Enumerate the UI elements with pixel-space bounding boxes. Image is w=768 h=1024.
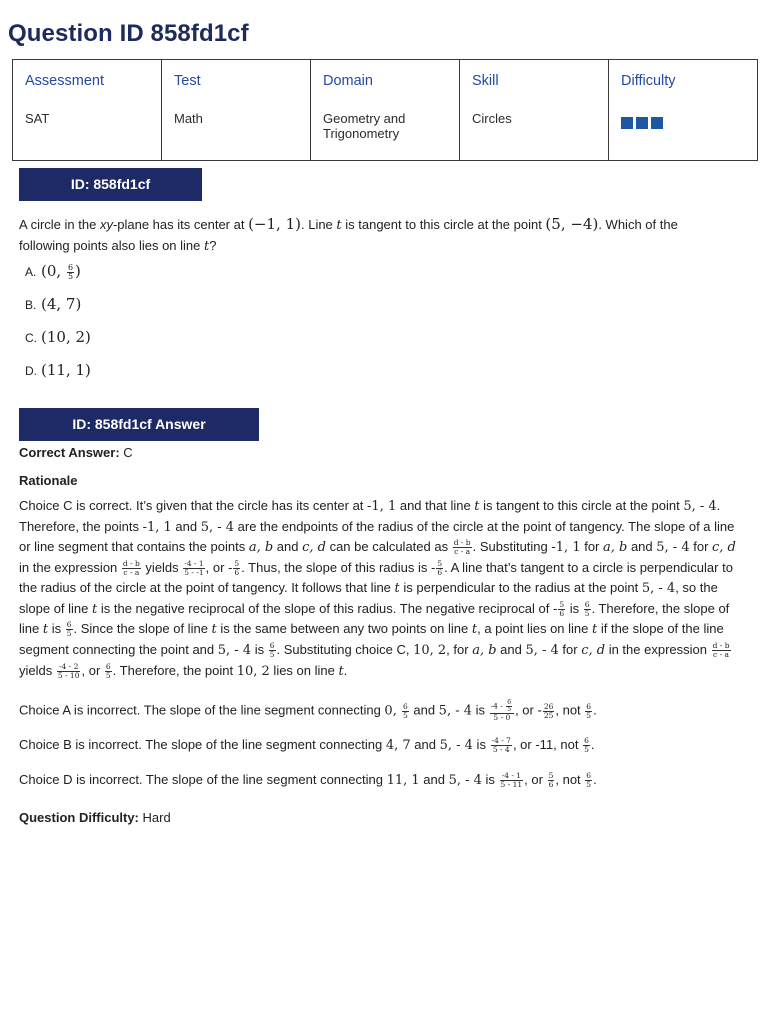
rationale-heading: Rationale	[19, 473, 78, 488]
fraction-denominator: 5 - -1	[184, 568, 204, 578]
math-point: 5, - 4	[438, 703, 473, 719]
fraction-denominator: 5	[584, 608, 590, 618]
fraction-denominator: 5	[105, 670, 111, 680]
rationale-text	[19, 496, 747, 681]
difficulty-value: Hard	[142, 810, 171, 825]
question-text-part: . Line	[300, 217, 337, 232]
question-meta-table	[12, 59, 758, 161]
explanation-part: .	[593, 772, 597, 787]
math-point: 5, - 4	[683, 499, 717, 514]
fraction-numerator: 6	[402, 701, 408, 711]
choice-label: A.	[25, 265, 37, 279]
fraction-denominator: 6	[234, 568, 240, 578]
choice-label: D.	[25, 364, 37, 378]
math-var: t	[394, 580, 400, 596]
explanation-part: and	[419, 772, 449, 787]
fraction-numerator: 26	[543, 701, 554, 711]
fraction-denominator: 5	[402, 710, 408, 720]
rationale-part: is the negative reciprocal of the slope of this radius. The negative reciprocal of -	[97, 600, 558, 616]
explanation-part: and	[410, 737, 440, 752]
math-point: 4, 7	[385, 738, 411, 753]
rationale-part: . A line that’s tangent to a circle is perpendicular to the radius of the circle at the point of tangency. It follows that line	[19, 560, 733, 595]
question-text-part: ?	[209, 237, 217, 253]
choice-d[interactable]	[25, 361, 91, 379]
math-point: 5, - 4	[448, 773, 482, 788]
fraction-denominator: 5 - 0	[493, 713, 511, 722]
math-point: 5, - 4	[200, 519, 235, 535]
rationale-part: and	[171, 518, 201, 534]
choice-a-explanation	[19, 700, 747, 722]
rationale-part: is	[566, 600, 583, 616]
fraction-numerator: -4 - 1	[184, 559, 204, 569]
fraction-denominator: 6	[548, 780, 554, 790]
rationale-part: for	[689, 539, 713, 555]
choice-c[interactable]	[25, 328, 91, 346]
difficulty-indicator	[621, 117, 745, 129]
rationale-part: and that line	[396, 498, 475, 513]
rationale-part: in the expression	[19, 560, 121, 576]
meta-header-domain: Domain	[323, 73, 373, 89]
fraction-numerator: d - b	[122, 559, 140, 569]
fraction-denominator: 5 - 4	[492, 745, 510, 755]
question-text	[19, 215, 709, 256]
choice-label: C.	[25, 331, 37, 345]
meta-value-assessment: SAT	[25, 111, 50, 126]
meta-value-skill: Circles	[472, 111, 512, 126]
explanation-part: , not	[555, 772, 585, 787]
choice-label: B.	[25, 298, 37, 312]
math-point: 5, - 4	[439, 738, 473, 753]
explanation-part: , or	[524, 772, 547, 787]
fraction-numerator: 5	[234, 559, 240, 569]
rationale-part: . Since the slope of line	[73, 621, 212, 637]
rationale-part: is the same between any two points on line	[216, 621, 472, 637]
meta-cell-domain	[311, 60, 460, 161]
explanation-part: , not	[555, 702, 585, 718]
rationale-part: , for	[446, 641, 473, 657]
difficulty-label: Question Difficulty:	[19, 810, 139, 825]
correct-answer-value: C	[123, 445, 133, 460]
math-var: t	[592, 622, 598, 638]
fraction-numerator: 5	[437, 559, 443, 569]
meta-header-assessment: Assessment	[25, 73, 104, 89]
rationale-part: .	[343, 662, 348, 678]
question-text-part: . Which of the following points also lies on line	[19, 217, 678, 253]
explanation-part: Choice D is incorrect. The slope of the line segment connecting	[19, 772, 387, 787]
fraction-denominator: 5	[269, 649, 275, 659]
correct-answer-label: Correct Answer:	[19, 445, 120, 460]
rationale-part: is tangent to this circle at the point	[479, 498, 684, 513]
answer-id-banner: ID: 858fd1cf Answer	[19, 408, 259, 441]
rationale-part: and	[496, 641, 526, 657]
rationale-part: if the slope of the line segment connecting the point and	[19, 621, 724, 657]
math-point: a, b	[472, 642, 497, 658]
math-point: c, d	[581, 642, 606, 658]
rationale-part: . Substituting choice C,	[276, 641, 414, 657]
choice-b-explanation	[19, 735, 747, 756]
fraction-denominator: c - a	[123, 568, 140, 578]
rationale-part: . Thus, the slope of this radius is -	[241, 560, 436, 576]
explanation-part: is	[472, 702, 489, 718]
rationale-part: , so the slope of line	[19, 579, 718, 616]
fraction-numerator: 5	[559, 599, 565, 609]
math-point: -1, 1	[142, 519, 172, 535]
rationale-part: and	[627, 539, 657, 555]
question-line-t: t	[336, 218, 342, 233]
fraction-numerator: 6	[584, 599, 590, 609]
choice-value: (11, 1)	[41, 361, 91, 379]
math-point: a, b	[603, 540, 628, 556]
fraction-denominator: 25	[543, 710, 554, 720]
rationale-part: can be calculated as	[325, 539, 452, 555]
math-point: 10, 2	[413, 642, 447, 658]
fraction-numerator: 5	[548, 771, 554, 781]
math-point: 11, 1	[386, 773, 420, 788]
explanation-part: .	[593, 702, 597, 718]
fraction-denominator: 5	[507, 706, 512, 713]
math-point: 5, - 4	[656, 540, 690, 556]
choice-a[interactable]	[25, 262, 81, 281]
explanation-part: is	[481, 772, 499, 787]
math-point: -1, 1	[551, 540, 581, 556]
choice-d-explanation	[19, 770, 747, 791]
math-var: t	[474, 499, 480, 514]
explanation-part: Choice A is incorrect. The slope of the line segment connecting	[19, 702, 385, 718]
meta-value-domain: Geometry and Trigonometry	[323, 111, 406, 141]
fraction-denominator: 6	[437, 568, 443, 578]
rationale-part: . Therefore, the points	[19, 498, 721, 534]
fraction-numerator: 6	[586, 771, 592, 781]
fraction-denominator: 5	[586, 780, 592, 790]
math-point: c, d	[712, 540, 736, 556]
question-center: (−1, 1)	[248, 215, 301, 233]
explanation-part: Choice B is incorrect. The slope of the line segment connecting	[19, 737, 386, 752]
math-var: t	[338, 663, 344, 679]
rationale-part: , or -	[205, 560, 233, 576]
choice-value: (4, 7)	[41, 295, 82, 313]
meta-cell-skill	[460, 60, 609, 161]
page-title: Question ID 858fd1cf	[8, 20, 249, 47]
question-text-part: A circle in the	[19, 217, 100, 232]
fraction-numerator: 6	[67, 263, 74, 273]
fraction-numerator: -4 - 7	[491, 736, 511, 746]
math-point: 5, - 4	[217, 642, 252, 658]
math-var: t	[42, 622, 49, 638]
rationale-part: . Therefore, the slope of line	[19, 600, 730, 637]
question-line-t: t	[204, 238, 210, 254]
fraction-denominator: 5 - 11	[500, 780, 523, 790]
meta-cell-test	[162, 60, 311, 161]
difficulty-bar-icon	[621, 117, 633, 129]
question-text-part: is tangent to this circle at the point	[341, 217, 546, 232]
rationale-part: . Therefore, the point	[112, 662, 237, 678]
question-point: (5, −4)	[545, 215, 599, 233]
difficulty-bar-icon	[636, 117, 648, 129]
math-point: -1, 1	[367, 499, 397, 514]
fraction-denominator: 5	[67, 272, 74, 282]
fraction-numerator: 6	[584, 736, 589, 746]
fraction-numerator: 6	[507, 699, 512, 706]
fraction-denominator: 5 - 10	[57, 670, 80, 680]
fraction-denominator: c - a	[454, 547, 471, 557]
rationale-part: are the endpoints of the radius of the circle at the point of tangency. The slope of a line or line segment that contains the points	[19, 518, 735, 555]
question-id-banner: ID: 858fd1cf	[19, 168, 202, 201]
question-difficulty	[19, 808, 171, 828]
math-var: t	[92, 601, 98, 617]
math-var: t	[211, 622, 217, 638]
rationale-part: for	[558, 641, 582, 657]
rationale-part: and	[273, 539, 303, 555]
choice-value: (10, 2)	[41, 328, 91, 346]
math-point: 5, - 4	[525, 642, 559, 658]
fraction-numerator: 6	[66, 620, 72, 630]
question-xy: xy	[99, 217, 113, 232]
math-point: 5, - 4	[641, 580, 676, 596]
question-text-part: -plane has its center at	[112, 217, 249, 232]
meta-value-test: Math	[174, 111, 203, 126]
meta-cell-difficulty	[609, 60, 758, 161]
fraction-denominator: 5	[586, 710, 592, 720]
choice-value: (0,	[41, 262, 66, 280]
fraction-numerator: -4 - 2	[57, 663, 81, 672]
rationale-part: , a point lies on line	[477, 621, 592, 637]
fraction-numerator: -4 -	[490, 701, 506, 711]
fraction-numerator: d - b	[712, 640, 730, 650]
math-point: c, d	[302, 540, 326, 556]
rationale-part: lies on line	[269, 662, 339, 678]
fraction-denominator: c - a	[713, 649, 730, 659]
explanation-part: .	[590, 737, 595, 752]
meta-header-skill: Skill	[472, 73, 499, 89]
fraction-numerator: 6	[105, 661, 111, 671]
rationale-part: yields	[19, 662, 56, 678]
correct-answer	[19, 443, 133, 463]
fraction-denominator: 6	[559, 608, 565, 618]
explanation-part: is	[472, 737, 490, 752]
meta-cell-assessment	[13, 60, 162, 161]
rationale-part: for	[580, 539, 603, 555]
explanation-part: , or -11, not	[512, 737, 583, 752]
difficulty-bar-icon	[651, 117, 663, 129]
rationale-part: is perpendicular to the radius at the point	[399, 579, 642, 595]
math-point: 0,	[384, 703, 401, 719]
meta-header-test: Test	[174, 73, 201, 89]
fraction-numerator: d - b	[453, 538, 471, 548]
explanation-part: , or -	[515, 702, 542, 718]
choice-value: )	[75, 262, 81, 280]
rationale-part: is	[48, 621, 65, 637]
explanation-part: and	[409, 702, 439, 718]
fraction-numerator: 6	[269, 640, 275, 650]
rationale-part: Choice C is correct. It’s given that the circle has its center at	[19, 498, 368, 513]
rationale-part: is	[251, 641, 268, 657]
rationale-part: . Substituting	[472, 539, 552, 555]
meta-header-difficulty: Difficulty	[621, 73, 676, 89]
math-point: 10, 2	[236, 663, 270, 679]
fraction-denominator: 5	[584, 745, 589, 755]
rationale-part: , or	[81, 662, 104, 678]
fraction-numerator: 6	[586, 701, 592, 711]
fraction-denominator: 5	[66, 629, 72, 639]
rationale-part: yields	[141, 560, 183, 576]
choice-b[interactable]	[25, 295, 81, 313]
rationale-part: in the expression	[605, 641, 711, 657]
math-point: a, b	[248, 540, 274, 556]
math-var: t	[471, 622, 478, 638]
fraction-numerator: -4 - 1	[500, 772, 524, 781]
